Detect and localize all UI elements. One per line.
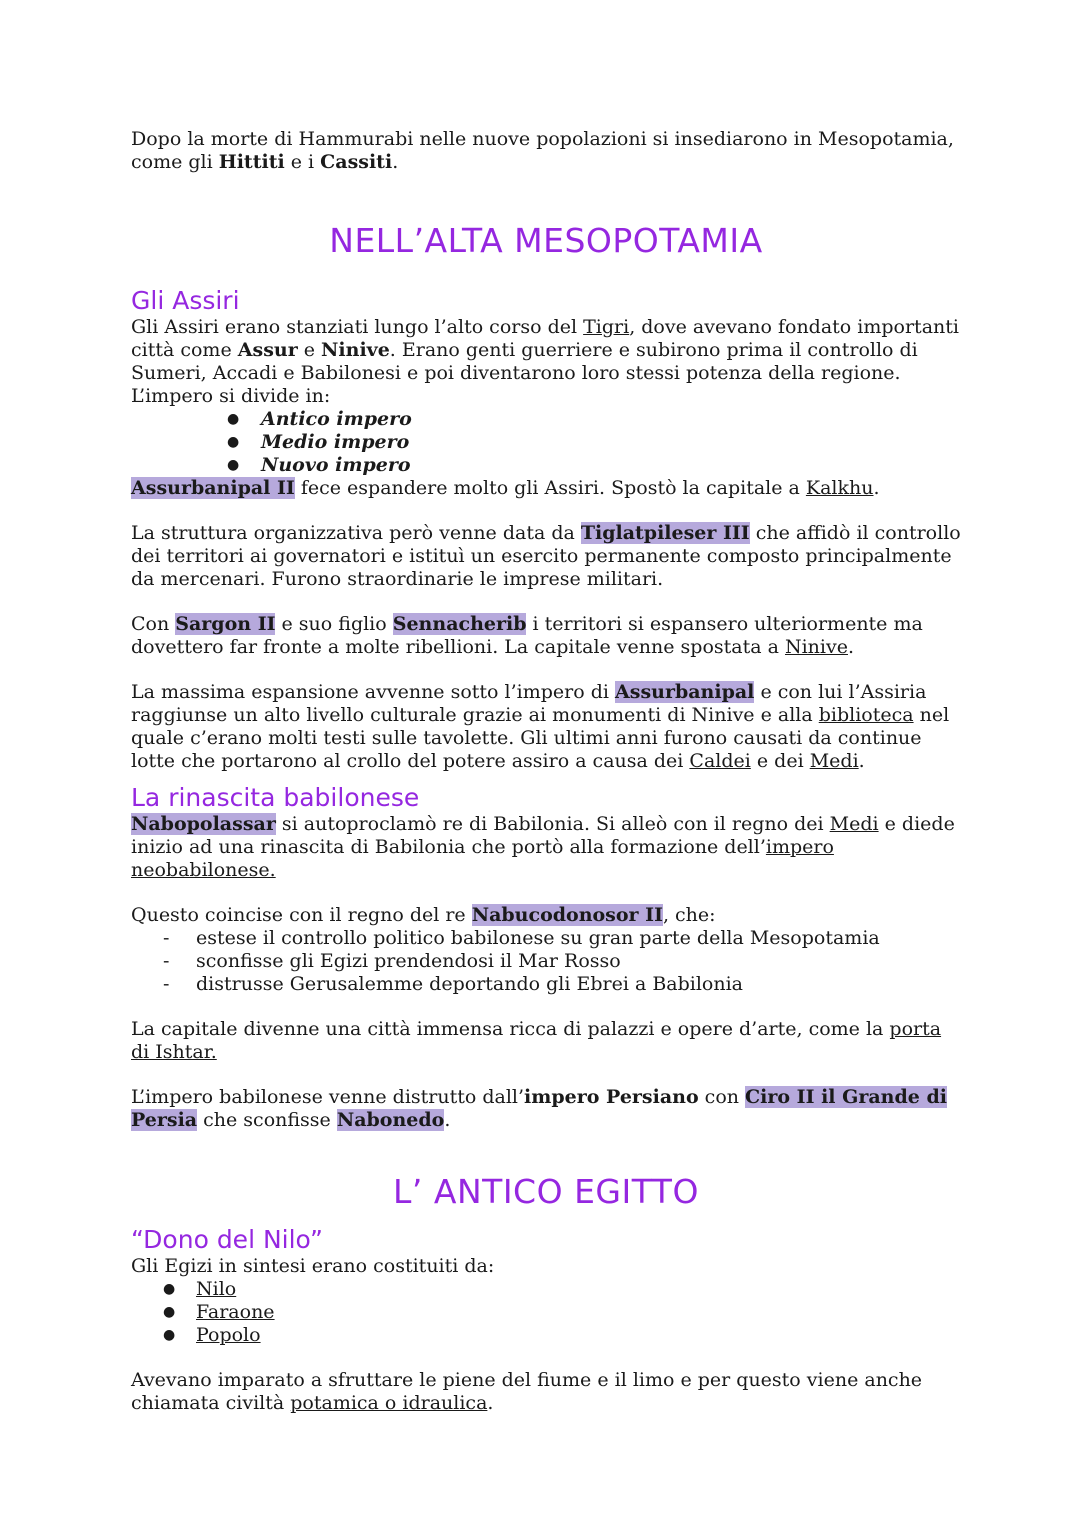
text: Dopo la morte di Hammurabi nelle nuove popolazioni si insediarono in Mesopotamia, come gli	[131, 128, 954, 173]
list-item	[131, 1278, 961, 1301]
assiri-paragraph-5	[131, 681, 961, 773]
egizi-components-list	[131, 1278, 961, 1347]
text: e con lui l’Assiria raggiunse un alto livello culturale grazie ai monumenti di Ninive e alla	[131, 681, 927, 726]
text: Gli Assiri erano stanziati lungo l’alto corso del	[131, 316, 584, 338]
list-item	[131, 431, 961, 454]
text: La massima espansione avvenne sotto l’impero di	[131, 681, 615, 703]
assiri-paragraph-1	[131, 316, 961, 385]
text: che sconfisse	[197, 1109, 337, 1131]
heading-alta-mesopotamia: NELL’ALTA MESOPOTAMIA	[329, 221, 763, 260]
list-item	[131, 454, 961, 477]
text: si autoproclamò re di Babilonia. Si alleò con il regno dei	[275, 813, 830, 835]
text: Questo coincise con il regno del re	[131, 904, 472, 926]
rinascita-paragraph-1	[131, 813, 961, 882]
text: . Erano genti guerriere e subirono prima il controllo di Sumeri, Accadi e Babilonesi e poi diventarono loro stessi potenza della regione.	[131, 339, 918, 384]
text: e suo figlio	[275, 613, 393, 635]
list-item	[131, 1301, 961, 1324]
period-medio: Medio impero	[261, 431, 410, 453]
term-kalkhu: Kalkhu	[805, 477, 874, 499]
term-impero-persiano: impero Persiano	[524, 1086, 699, 1108]
text: e dei	[750, 750, 810, 772]
text: La struttura organizzativa però venne data da	[131, 522, 581, 544]
term-nilo: Nilo	[196, 1278, 237, 1300]
rinascita-paragraph-3	[131, 1018, 961, 1064]
text: La capitale divenne una città immensa ricca di palazzi e opere d’arte, come la	[131, 1018, 890, 1040]
term-ninive: Ninive	[784, 636, 848, 658]
text: che affidò il controllo dei territori ai governatori e istituì un esercito permanente composto principalmente da mercenari. Furono straordinarie le imprese militari.	[131, 522, 961, 590]
term-medi: Medi	[829, 813, 879, 835]
assiri-paragraph-4	[131, 613, 961, 659]
text: , dove avevano fondato importanti città come	[131, 316, 959, 361]
nilo-paragraph-1	[131, 1369, 961, 1415]
period-nuovo: Nuovo impero	[261, 454, 411, 476]
document-content	[131, 128, 961, 1415]
text: .	[847, 636, 855, 658]
term-assur: Assur	[237, 339, 298, 361]
highlight-nabopolassar: Nabopolassar	[131, 813, 276, 835]
nabucodonosor-actions-list	[131, 927, 961, 996]
text: con	[698, 1086, 746, 1108]
section-title-assiri: Gli Assiri	[131, 286, 240, 315]
term-tigri: Tigri	[583, 316, 630, 338]
text: , che:	[662, 904, 716, 926]
assiri-paragraph-3	[131, 522, 961, 591]
text: .	[392, 151, 399, 173]
assiri-paragraph-2	[131, 477, 961, 500]
heading-antico-egitto: L’ ANTICO EGITTO	[393, 1172, 699, 1211]
text: Con	[131, 613, 176, 635]
highlight-assurbanipal-ii: Assurbanipal II	[131, 477, 295, 499]
highlight-tiglatpileser: Tiglatpileser III	[580, 522, 750, 544]
nilo-intro: Gli Egizi in sintesi erano costituiti da:	[131, 1255, 495, 1277]
rinascita-paragraph-4	[131, 1086, 961, 1132]
text: .	[487, 1392, 494, 1414]
term-faraone: Faraone	[196, 1301, 275, 1323]
term-medi: Medi	[809, 750, 859, 772]
highlight-assurbanipal: Assurbanipal	[615, 681, 755, 703]
term-ninive: Ninive	[321, 339, 390, 361]
section-title-rinascita: La rinascita babilonese	[131, 783, 420, 812]
list-item	[131, 408, 961, 431]
text: e i	[284, 151, 321, 173]
term-cassiti: Cassiti	[320, 151, 393, 173]
list-item: - distrusse Gerusalemme deportando gli Ebrei a Babilonia	[131, 973, 961, 996]
term-porta-ishtar: porta di Ishtar.	[131, 1018, 942, 1063]
term-impero-neobabilonese: impero neobabilonese.	[131, 836, 834, 881]
list-item: - estese il controllo politico babilonese su gran parte della Mesopotamia	[131, 927, 961, 950]
term-potamica: potamica o idraulica	[290, 1392, 488, 1414]
highlight-nabonedo: Nabonedo	[336, 1109, 445, 1131]
impero-periods-list	[131, 408, 961, 477]
period-antico: Antico impero	[261, 408, 412, 430]
list-item: - sconfisse gli Egizi prendendosi il Mar Rosso	[131, 950, 961, 973]
highlight-ciro-ii: Ciro II il Grande di Persia	[131, 1086, 947, 1131]
intro-paragraph	[131, 128, 961, 174]
text: i territori si espansero ulteriormente ma dovettero far fronte a molte ribellioni. La capitale venne spostata a	[131, 613, 923, 658]
text: Avevano imparato a sfruttare le piene del fiume e il limo e per questo viene anche chiamata civiltà	[131, 1369, 923, 1414]
term-caldei: Caldei	[689, 750, 751, 772]
text: nel quale c’erano molti testi sulle tavolette. Gli ultimi anni furono causati da continue lotte che portarono al crollo del potere assiro a causa dei	[131, 704, 950, 772]
highlight-nabucodonosor: Nabucodonosor II	[471, 904, 663, 926]
text: e diede inizio ad una rinascita di Babilonia che portò alla formazione dell’	[131, 813, 955, 858]
list-item	[131, 1324, 961, 1347]
highlight-sargon-ii: Sargon II	[175, 613, 276, 635]
highlight-sennacherib: Sennacherib	[392, 613, 527, 635]
term-hittiti: Hittiti	[218, 151, 285, 173]
text: e	[297, 339, 322, 361]
text: .	[858, 750, 865, 772]
impero-divide-label: L’impero si divide in:	[131, 385, 331, 407]
text: .	[873, 477, 880, 499]
text: fece espandere molto gli Assiri. Spostò la capitale a	[294, 477, 806, 499]
term-biblioteca: biblioteca	[818, 704, 914, 726]
section-title-dono-del-nilo: “Dono del Nilo”	[131, 1225, 323, 1254]
text: .	[444, 1109, 451, 1131]
rinascita-paragraph-2	[131, 904, 961, 927]
term-popolo: Popolo	[196, 1324, 261, 1346]
text: L’impero babilonese venne distrutto dall’	[131, 1086, 525, 1108]
